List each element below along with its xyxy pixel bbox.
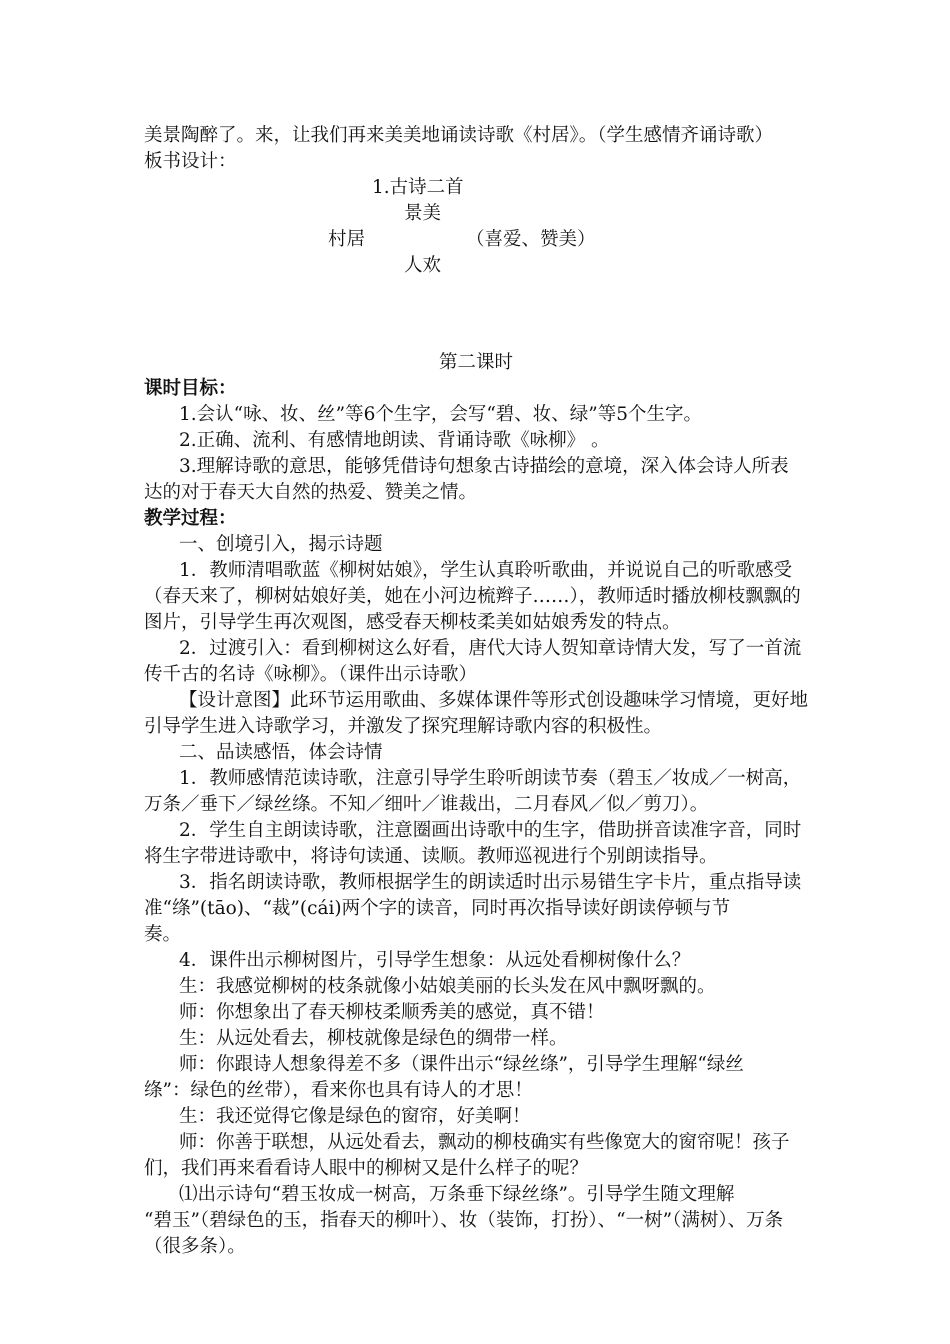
paragraph-line: 1．教师感情范读诗歌，注意引导学生聆听朗读节奏（碧玉／妆成／一树高， — [179, 768, 802, 789]
paragraph-line: 引导学生进入诗歌学习，并激发了探究理解诗歌内容的积极性。 — [144, 716, 663, 737]
objective-line: 3.理解诗歌的意思，能够凭借诗句想象古诗描绘的意境，深入体会诗人所表 — [179, 456, 789, 477]
board-scene: 景美 — [404, 203, 442, 224]
dialogue-line: 师：你跟诗人想象得差不多（课件出示“绿丝绦”，引导学生理解“绿丝 — [179, 1054, 744, 1075]
paragraph-line: （很多条）。 — [144, 1236, 246, 1257]
section-heading: 第二课时 — [439, 352, 514, 373]
objective-line: 达的对于春天大自然的热爱、赞美之情。 — [144, 482, 478, 503]
dialogue-line: 绦”：绿色的丝带），看来你也具有诗人的才思！ — [144, 1080, 533, 1101]
paragraph-line: “碧玉”（碧绿色的玉，指春天的柳叶）、妆（装饰，打扮）、“一树”（满树）、万条 — [144, 1210, 784, 1231]
dialogue-line: 生：从远处看去，柳枝就像是绿色的绸带一样。 — [179, 1028, 568, 1049]
paragraph-line: 【设计意图】此环节运用歌曲、多媒体课件等形式创设趣味学习情境，更好地 — [179, 690, 809, 711]
dialogue-line: 师：你想象出了春天柳枝柔顺秀美的感觉，真不错！ — [179, 1002, 605, 1023]
paragraph-line: ⑴出示诗句“碧玉妆成一树高，万条垂下绿丝绦”。引导学生随文理解 — [179, 1184, 735, 1205]
board-poem: 村居 — [328, 229, 366, 250]
dialogue-line: 师：你善于联想，从远处看去，飘动的柳枝确实有些像宽大的窗帘呢！孩子 — [179, 1132, 790, 1153]
paragraph-line: 将生字带进诗歌中，将诗句读通、读顺。教师巡视进行个别朗读指导。 — [144, 846, 718, 867]
board-title: 1.古诗二首 — [372, 177, 464, 198]
paragraph-line: 准“绦”(tāo)、“裁”(cái)两个字的读音，同时再次指导读好朗读停顿与节 — [144, 898, 731, 919]
objective-line: 1.会认“咏、妆、丝”等6个生字，会写“碧、妆、绿”等5个生字。 — [179, 404, 703, 425]
dialogue-line: 们，我们再来看看诗人眼中的柳树又是什么样子的呢？ — [144, 1158, 589, 1179]
paragraph-line: 一、创境引入，揭示诗题 — [179, 534, 383, 555]
objectives-label: 课时目标： — [144, 378, 237, 399]
paragraph-line: 传千古的名诗《咏柳》。（课件出示诗歌） — [144, 664, 478, 685]
process-label: 教学过程： — [144, 508, 237, 529]
paragraph-line: 奏。 — [144, 924, 182, 945]
dialogue-line: 生：我还觉得它像是绿色的窗帘，好美啊！ — [179, 1106, 531, 1127]
board-people: 人欢 — [404, 255, 442, 276]
objective-line: 2.正确、流利、有感情地朗读、背诵诗歌《咏柳》 。 — [179, 430, 610, 451]
paragraph-line: （春天来了，柳树姑娘好美，她在小河边梳辫子……），教师适时播放柳枝飘飘的 — [144, 586, 801, 607]
board-emotion: （喜爱、赞美） — [466, 229, 596, 250]
paragraph-line: 万条／垂下／绿丝绦。不知／细叶／谁裁出，二月春风／似／剪刀）。 — [144, 794, 709, 815]
intro-text-line: 美景陶醉了。来，让我们再来美美地诵读诗歌《村居》。（学生感情齐诵诗歌） — [144, 125, 774, 146]
paragraph-line: 2．学生自主朗读诗歌，注意圈画出诗歌中的生字，借助拼音读准字音，同时 — [179, 820, 802, 841]
paragraph-line: 1．教师清唱歌蓝《柳树姑娘》，学生认真聆听歌曲，并说说自己的听歌感受 — [179, 560, 793, 581]
paragraph-line: 2．过渡引入：看到柳树这么好看，唐代大诗人贺知章诗情大发，写了一首流 — [179, 638, 802, 659]
paragraph-line: 3．指名朗读诗歌，教师根据学生的朗读适时出示易错生字卡片，重点指导读 — [179, 872, 802, 893]
dialogue-line: 生：我感觉柳树的枝条就像小姑娘美丽的长头发在风中飘呀飘的。 — [179, 976, 716, 997]
paragraph-line: 二、品读感悟，体会诗情 — [179, 742, 383, 763]
paragraph-line: 4．课件出示柳树图片，引导学生想象：从远处看柳树像什么？ — [179, 950, 691, 971]
board-design-label: 板书设计： — [144, 151, 237, 172]
paragraph-line: 图片，引导学生再次观图，感受春天柳枝柔美如姑娘秀发的特点。 — [144, 612, 681, 633]
